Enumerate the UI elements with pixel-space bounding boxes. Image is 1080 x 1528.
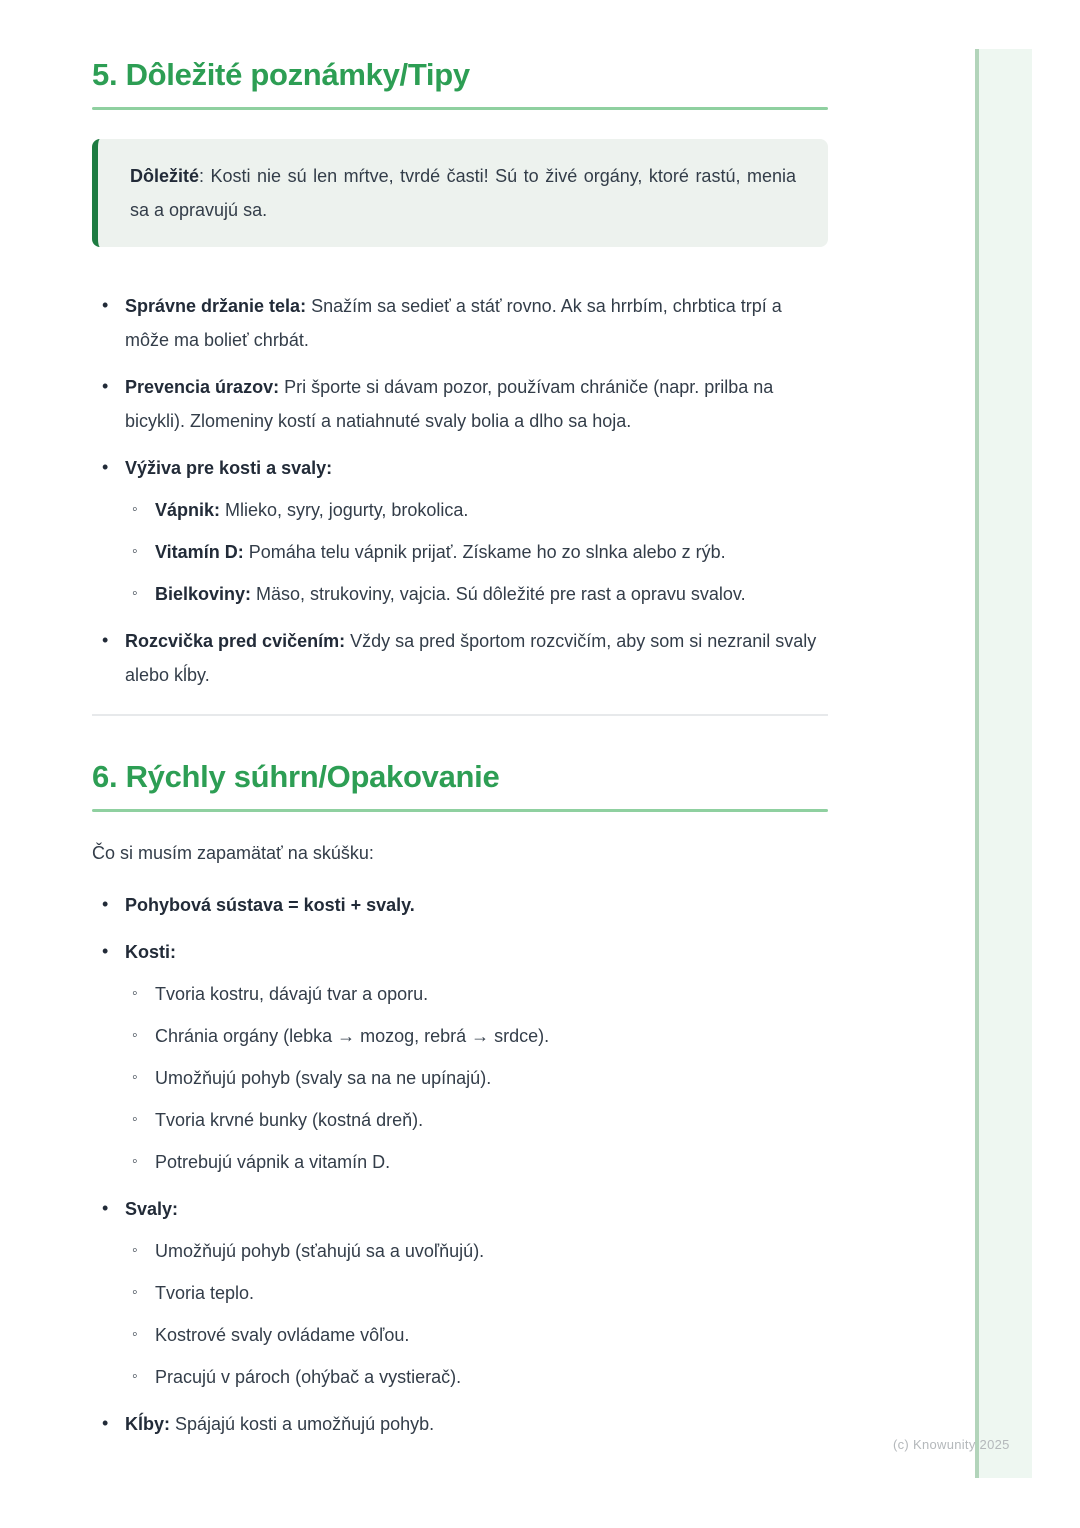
- list-item: [125, 535, 828, 569]
- section-divider: [92, 714, 828, 716]
- list-item: [92, 624, 828, 692]
- list-item: [125, 1103, 828, 1137]
- list-item: [125, 1145, 828, 1179]
- sub-bullet-icon: ◦: [132, 585, 138, 602]
- item-text: Snažím sa sedieť a stáť rovno. Ak sa hrrbím, chrbtica trpí a môže ma bolieť chrbát.: [125, 296, 782, 350]
- item-lead: Kĺby:: [125, 1414, 170, 1434]
- sub-bullet-icon: ◦: [132, 985, 138, 1002]
- item-lead: Výživa pre kosti a svaly:: [125, 458, 333, 478]
- callout-lead: Dôležité: [130, 166, 200, 186]
- bullet-icon: •: [102, 630, 109, 650]
- list-item: [92, 1407, 828, 1441]
- item-text: Mlieko, syry, jogurty, brokolica.: [220, 500, 469, 520]
- bullet-icon: •: [102, 457, 109, 477]
- bullet-icon: •: [102, 941, 109, 961]
- sub-bullet-icon: ◦: [132, 1153, 138, 1170]
- list-item: [125, 1318, 828, 1352]
- section-6-underline: [92, 809, 828, 812]
- item-lead: Pohybová sústava = kosti + svaly.: [125, 895, 415, 915]
- list-item: [125, 577, 828, 611]
- callout-text: : Kosti nie sú len mŕtve, tvrdé časti! Sú to živé orgány, ktoré rastú, menia sa a opravujú sa.: [130, 166, 796, 220]
- sub-bullet-icon: ◦: [132, 1111, 138, 1128]
- item-lead: Rozcvička pred cvičením:: [125, 631, 346, 651]
- item-lead: Kosti:: [125, 942, 176, 962]
- list-item: [92, 1192, 828, 1394]
- list-item: [92, 935, 828, 1179]
- list-item: [125, 1234, 828, 1268]
- item-lead: Prevencia úrazov:: [125, 377, 280, 397]
- item-text: Vždy sa pred športom rozcvičím, aby som si nezranil svaly alebo kĺby.: [125, 631, 817, 685]
- list-item: [125, 1360, 828, 1394]
- item-text: Umožňujú pohyb (sťahujú sa a uvoľňujú).: [155, 1241, 485, 1261]
- section-5-list: [92, 289, 828, 692]
- sub-bullet-icon: ◦: [132, 1284, 138, 1301]
- list-item: [92, 289, 828, 357]
- item-text: Tvoria krvné bunky (kostná dreň).: [155, 1110, 424, 1130]
- item-text: Pomáha telu vápnik prijať. Získame ho zo slnka alebo z rýb.: [243, 542, 726, 562]
- sub-bullet-icon: ◦: [132, 1326, 138, 1343]
- item-text: Potrebujú vápnik a vitamín D.: [155, 1152, 391, 1172]
- bullet-icon: •: [102, 295, 109, 315]
- sub-bullet-icon: ◦: [132, 501, 138, 518]
- list-item: [92, 888, 828, 922]
- item-text: Mäso, strukoviny, vajcia. Sú dôležité pre rast a opravu svalov.: [251, 584, 746, 604]
- bullet-icon: •: [102, 1198, 109, 1218]
- section-6-title: 6. Rýchly súhrn/Opakovanie: [92, 759, 500, 794]
- document-page: [92, 0, 828, 1454]
- section-6-list: [92, 888, 828, 1441]
- item-text: Pri športe si dávam pozor, používam chrániče (napr. prilba na bicykli). Zlomeniny kostí a natiahnuté svaly bolia a dlho sa hoja.: [125, 377, 774, 431]
- section-5-underline: [92, 107, 828, 110]
- nested-list: [125, 977, 828, 1179]
- item-text: Pracujú v pároch (ohýbač a vystierač).: [155, 1367, 462, 1387]
- sub-bullet-icon: ◦: [132, 1069, 138, 1086]
- item-text: Kostrové svaly ovládame vôľou.: [155, 1325, 410, 1345]
- bullet-icon: •: [102, 1413, 109, 1433]
- page-edge-accent-bar: [975, 49, 1032, 1478]
- sub-bullet-icon: ◦: [132, 543, 138, 560]
- item-text: Spájajú kosti a umožňujú pohyb.: [170, 1414, 435, 1434]
- important-callout: [92, 139, 828, 247]
- sub-bullet-icon: ◦: [132, 1368, 138, 1385]
- sub-bullet-icon: ◦: [132, 1027, 138, 1044]
- item-text: Tvoria kostru, dávajú tvar a oporu.: [155, 984, 429, 1004]
- list-item: [125, 1019, 828, 1053]
- item-lead: Svaly:: [125, 1199, 179, 1219]
- list-item: [92, 451, 828, 611]
- item-lead: Bielkoviny:: [155, 584, 252, 604]
- bullet-icon: •: [102, 376, 109, 396]
- sub-bullet-icon: ◦: [132, 1242, 138, 1259]
- nested-list: [125, 1234, 828, 1394]
- copyright-watermark: (c) Knowunity 2025: [893, 1437, 1010, 1452]
- item-text: Umožňujú pohyb (svaly sa na ne upínajú).: [155, 1068, 492, 1088]
- bullet-icon: •: [102, 894, 109, 914]
- nested-list: [125, 493, 828, 611]
- section-6-intro: Čo si musím zapamätať na skúšku:: [92, 843, 374, 863]
- list-item: [125, 1276, 828, 1310]
- section-5-title: 5. Dôležité poznámky/Tipy: [92, 57, 470, 92]
- list-item: [125, 1061, 828, 1095]
- list-item: [92, 370, 828, 438]
- item-text: Chránia orgány (lebka → mozog, rebrá → srdce).: [155, 1026, 550, 1046]
- list-item: [125, 977, 828, 1011]
- item-text: Tvoria teplo.: [155, 1283, 255, 1303]
- item-lead: Vitamín D:: [155, 542, 244, 562]
- item-lead: Vápnik:: [155, 500, 221, 520]
- item-lead: Správne držanie tela:: [125, 296, 307, 316]
- list-item: [125, 493, 828, 527]
